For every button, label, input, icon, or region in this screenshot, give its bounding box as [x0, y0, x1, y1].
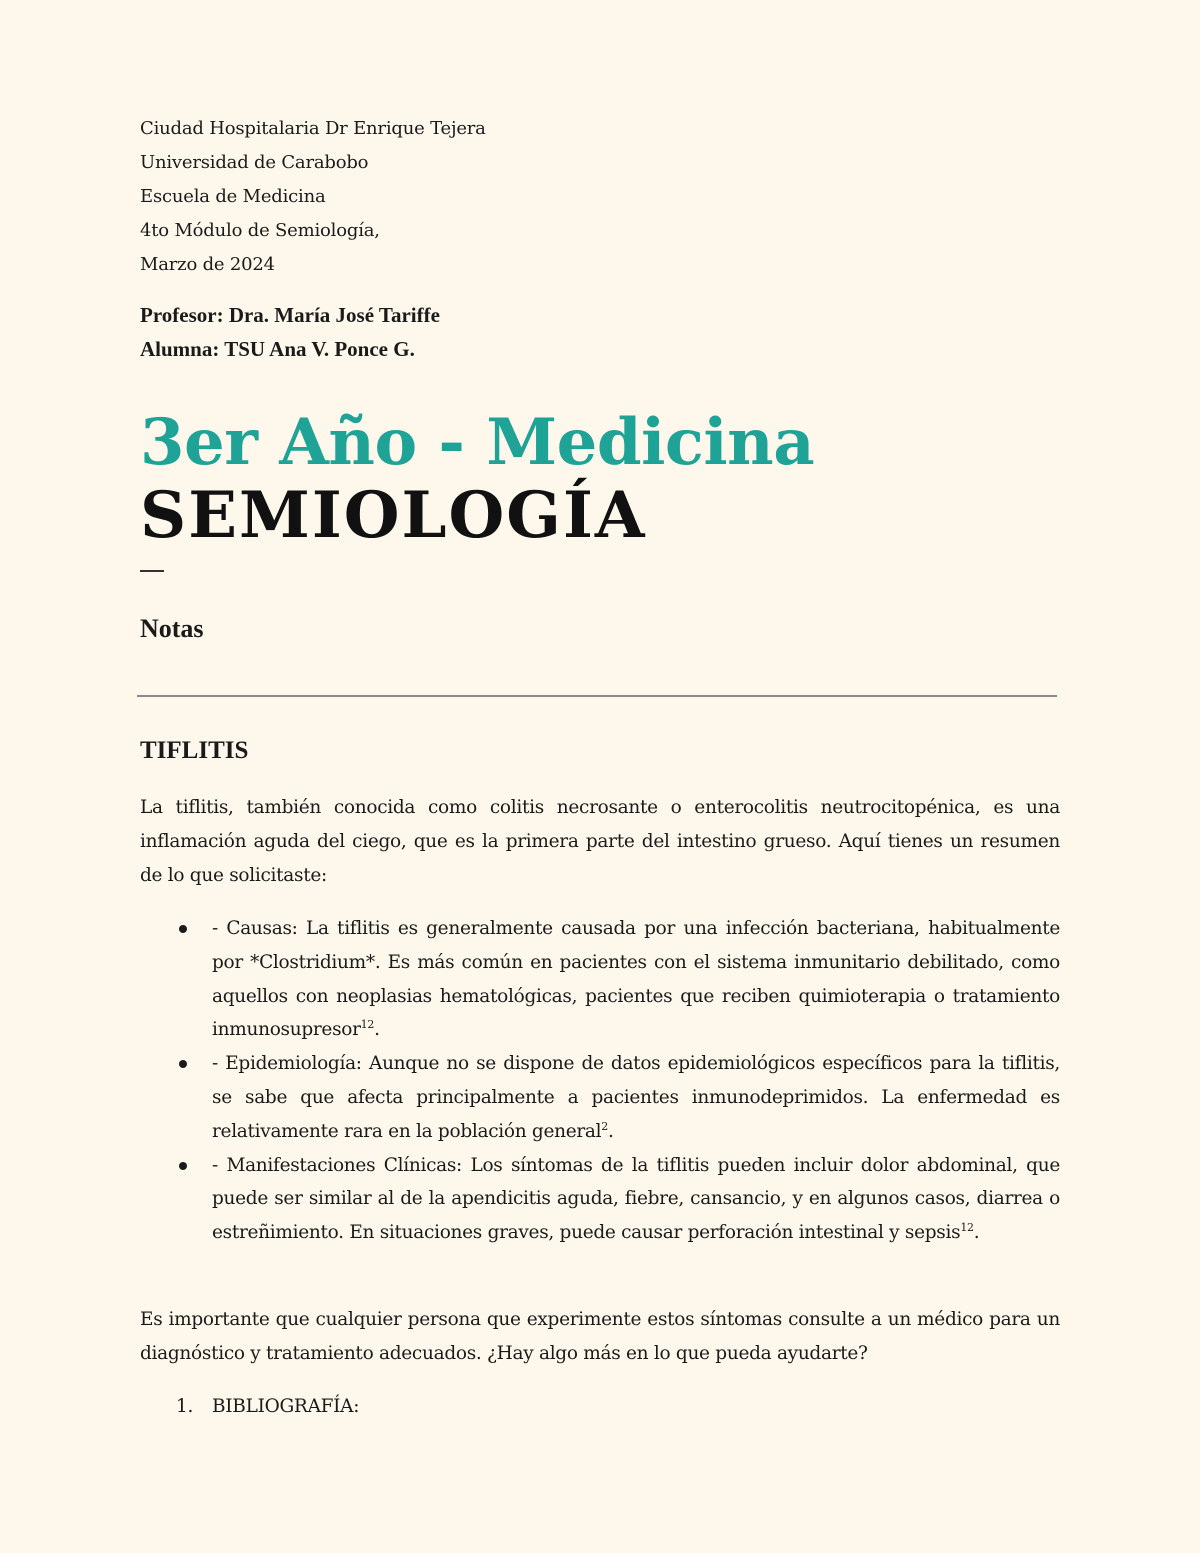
bullet-list [140, 912, 1060, 1250]
item-number: 1. [176, 1396, 194, 1417]
citation-superscript: 2 [601, 1119, 608, 1133]
horizontal-rule [137, 695, 1057, 697]
header-line-university: Universidad de Carabobo [140, 152, 369, 173]
header-line-module: 4to Módulo de Semiología, [140, 220, 380, 241]
numbered-list [140, 1390, 1060, 1424]
header-line-school: Escuela de Medicina [140, 186, 326, 207]
notes-heading: Notas [140, 614, 204, 643]
bullet-dot-icon [179, 1060, 187, 1068]
bullet-text: - Epidemiología: Aunque no se dispone de datos epidemiológicos específicos para la tiflitis, se sabe que afecta principalmente a pacientes inmunodeprimidos. La enfermedad es relativamente rara en la población general [212, 1053, 1060, 1142]
bullet-end: . [973, 1222, 980, 1244]
title-subject: SEMIOLOGÍA [140, 478, 647, 553]
title-dash-divider [140, 570, 164, 572]
list-item [140, 912, 1060, 1047]
bullet-end: . [374, 1019, 380, 1041]
closing-paragraph: Es importante que cualquier persona que experimente estos síntomas consulte a un médico para un diagnóstico y tratamiento adecuados. ¿Hay algo más en lo que pueda ayudarte? [140, 1309, 1060, 1364]
header-line-date: Marzo de 2024 [140, 254, 275, 275]
intro-paragraph: La tiflitis, también conocida como colitis necrosante o enterocolitis neutrocitopénica, es una inflamación aguda del ciego, que es la primera parte del intestino grueso. Aquí tienes un resumen de lo que solicitaste: [140, 797, 1060, 886]
citation-superscript: 12 [960, 1221, 974, 1235]
list-item [140, 1047, 1060, 1148]
people-block [140, 298, 1060, 366]
item-text: BIBLIOGRAFÍA: [212, 1396, 360, 1417]
list-item [140, 1149, 1060, 1250]
header-line-hospital: Ciudad Hospitalaria Dr Enrique Tejera [140, 118, 486, 139]
bullet-text: - Manifestaciones Clínicas: Los síntomas de la tiflitis pueden incluir dolor abdominal, que puede ser similar al de la apendicitis aguda, fiebre, cansancio, y en algunos casos, diarrea o estreñimiento. En situaciones graves, puede causar perforación intestinal y sepsis [212, 1154, 1060, 1244]
section-title: TIFLITIS [140, 737, 249, 764]
professor-line: Profesor: Dra. María José Tariffe [140, 303, 440, 327]
title-year: 3er Año - Medicina [140, 405, 815, 480]
citation-superscript: 12 [360, 1018, 375, 1032]
bullet-dot-icon [179, 1162, 187, 1170]
bullet-text: - Causas: La tiflitis es generalmente causada por una infección bacteriana, habitualmente por *Clostridium*. Es más común en pacientes con el sistema inmunitario debilitado, como aquellos con neoplasias hematológicas, pacientes que reciben quimioterapia o tratamiento inmunosupresor [212, 918, 1060, 1041]
document-page [140, 112, 1060, 1417]
bullet-end: . [607, 1120, 614, 1142]
numbered-item [140, 1390, 1060, 1424]
student-line: Alumna: TSU Ana V. Ponce G. [140, 337, 415, 361]
bullet-dot-icon [179, 925, 187, 933]
institution-header [140, 112, 1060, 282]
